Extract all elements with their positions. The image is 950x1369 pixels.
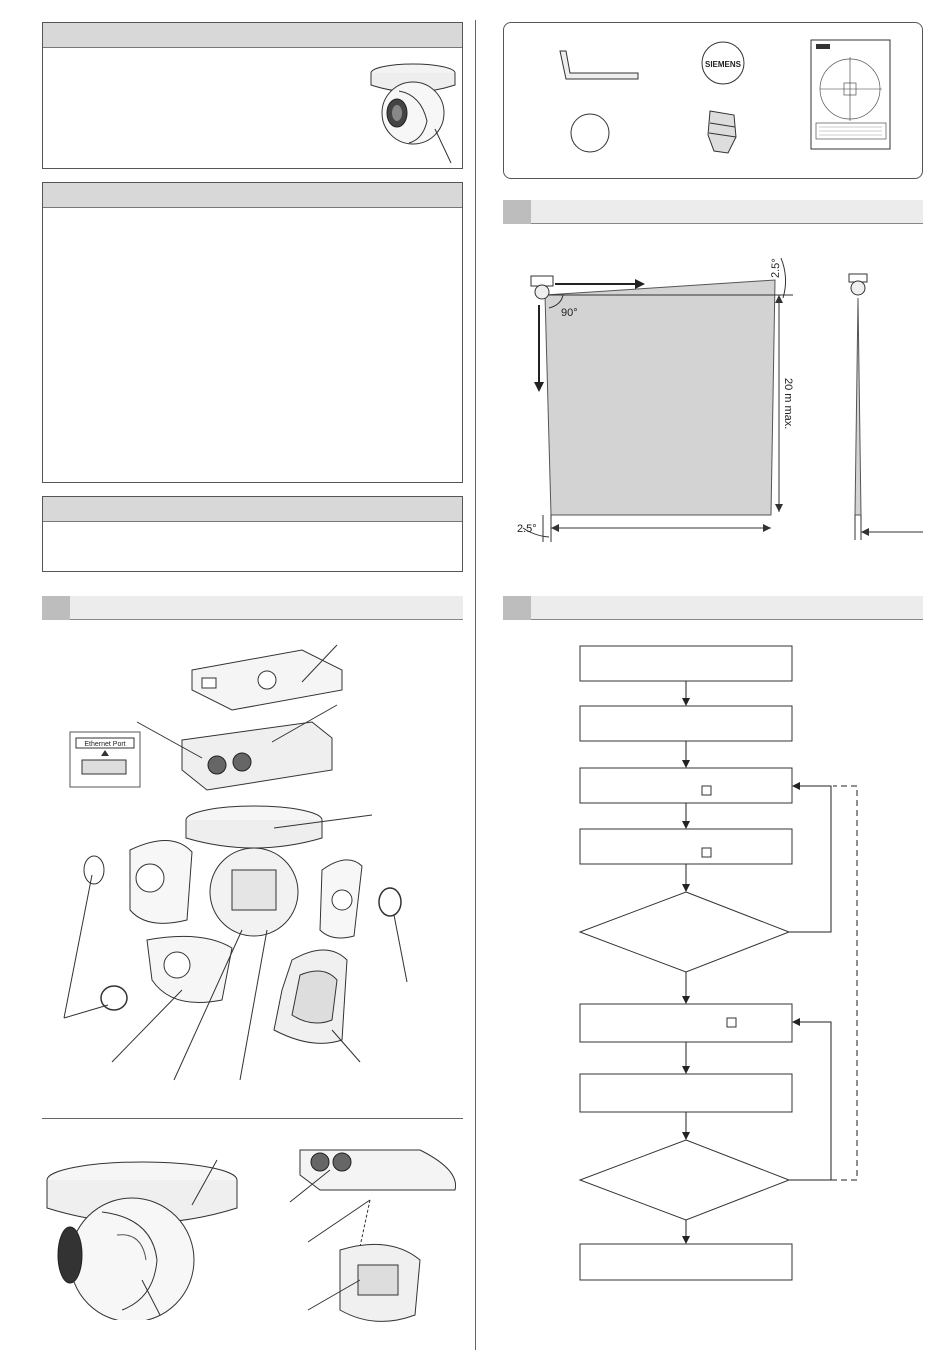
- section-tab: [503, 596, 531, 620]
- flow-step-1: [580, 646, 792, 681]
- box-header: [43, 183, 462, 208]
- flowchart-section-heading: [503, 596, 923, 620]
- parts-section-heading: [42, 596, 463, 620]
- ref-square: [727, 1018, 736, 1027]
- flow-step-4: [580, 829, 792, 864]
- ref-square: [702, 848, 711, 857]
- product-overview-box: [42, 22, 463, 169]
- setup-flowchart: [503, 630, 923, 1310]
- installation-section-heading: [503, 200, 923, 224]
- notes-box: [42, 496, 463, 572]
- section-tab: [42, 596, 70, 620]
- column-divider: [475, 20, 476, 1350]
- instruction-sheet-icon: [810, 39, 892, 151]
- cap-logo-text: SIEMENS: [704, 60, 742, 69]
- flow-step-3: [580, 768, 792, 803]
- flow-step-5: [580, 1004, 792, 1042]
- connector-icon: [702, 107, 742, 159]
- angle-bottom-label: 2.5°: [517, 523, 537, 535]
- logo-cap-icon: [699, 39, 747, 87]
- flow-step-6: [580, 1074, 792, 1112]
- ref-square: [702, 786, 711, 795]
- flow-decision-1: [580, 892, 789, 972]
- box-header: [43, 497, 462, 522]
- installation-angle-diagram: [503, 250, 923, 550]
- ethernet-port-label: Ethernet Port: [84, 741, 126, 748]
- camera-dome-icon: [363, 51, 463, 169]
- exploded-parts-diagram: [42, 630, 463, 1110]
- angle-right-label: 90°: [561, 307, 578, 319]
- flow-step-7: [580, 1244, 792, 1280]
- box-header: [43, 23, 462, 48]
- hex-wrench-icon: [554, 45, 644, 85]
- flow-decision-2: [580, 1140, 789, 1220]
- angle-top-label: 2.5°: [769, 258, 783, 279]
- blank-cap-icon: [568, 111, 612, 155]
- accessories-box: [503, 22, 923, 179]
- assembled-camera-diagram: [42, 1140, 242, 1320]
- section-tab: [503, 200, 531, 224]
- camera-wiring-diagram: [280, 1140, 463, 1330]
- section-divider: [42, 1118, 463, 1119]
- flow-step-2: [580, 706, 792, 741]
- height-label: 20 m max.: [782, 378, 794, 430]
- specifications-box: [42, 182, 463, 483]
